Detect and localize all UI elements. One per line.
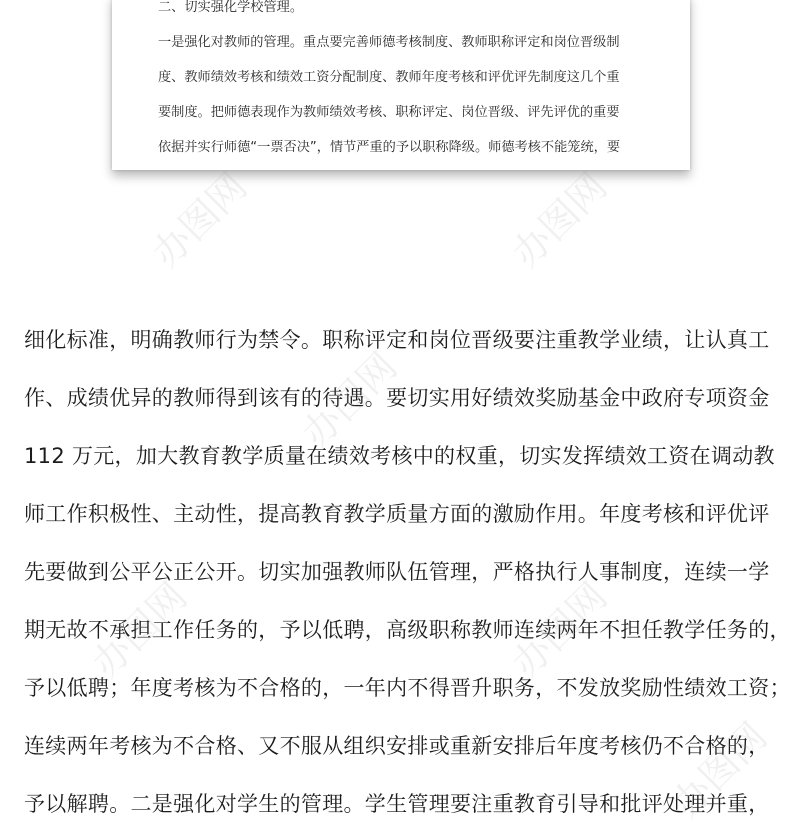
body-text-line: 作、成绩优异的教师得到该有的待遇。要切实用好绩效奖励基金中政府专项资金 bbox=[24, 386, 770, 410]
watermark: 办图网 bbox=[143, 164, 256, 276]
body-text-line: 期无故不承担工作任务的，予以低聘，高级职称教师连续两年不担任教学任务的， bbox=[24, 618, 791, 642]
watermark: 办图网 bbox=[83, 574, 196, 686]
body-text-line: 师工作积极性、主动性，提高教育教学质量方面的激励作用。年度考核和评优评 bbox=[24, 502, 770, 526]
body-text-line: 予以低聘；年度考核为不合格的，一年内不得晋升职务，不发放奖励性绩效工资； bbox=[24, 676, 791, 700]
preview-paragraph-line: 依据并实行师德“一票否决”，情节严重的予以职称降级。师德考核不能笼统，要 bbox=[158, 140, 621, 155]
body-text-line: 先要做到公平公正公开。切实加强教师队伍管理，严格执行人事制度，连续一学 bbox=[24, 560, 770, 584]
watermark: 办图网 bbox=[663, 714, 776, 826]
watermark: 办图网 bbox=[293, 344, 406, 456]
preview-paragraph-line: 要制度。把师德表现作为教师绩效考核、职称评定、岗位晋级、评先评优的重要 bbox=[158, 105, 620, 120]
document-page-preview bbox=[112, 0, 690, 170]
preview-paragraph-line: 度、教师绩效考核和绩效工资分配制度、教师年度考核和评优评先制度这几个重 bbox=[158, 70, 620, 85]
body-text-line: 予以解聘。二是强化对学生的管理。学生管理要注重教育引导和批评处理并重， bbox=[24, 792, 770, 816]
watermark: 办图网 bbox=[503, 164, 616, 276]
body-text-line: 连续两年考核为不合格、又不服从组织安排或重新安排后年度考核仍不合格的， bbox=[24, 734, 770, 758]
body-text-line: 细化标准，明确教师行为禁令。职称评定和岗位晋级要注重教学业绩，让认真工 bbox=[24, 328, 770, 352]
preview-paragraph-line: 一是强化对教师的管理。重点要完善师德考核制度、教师职称评定和岗位晋级制 bbox=[158, 35, 620, 50]
body-text-line: 112 万元，加大教育教学质量在绩效考核中的权重，切实发挥绩效工资在调动教 bbox=[24, 444, 775, 468]
watermark: 办图网 bbox=[503, 574, 616, 686]
preview-heading: 二、切实强化学校管理。 bbox=[158, 0, 304, 15]
